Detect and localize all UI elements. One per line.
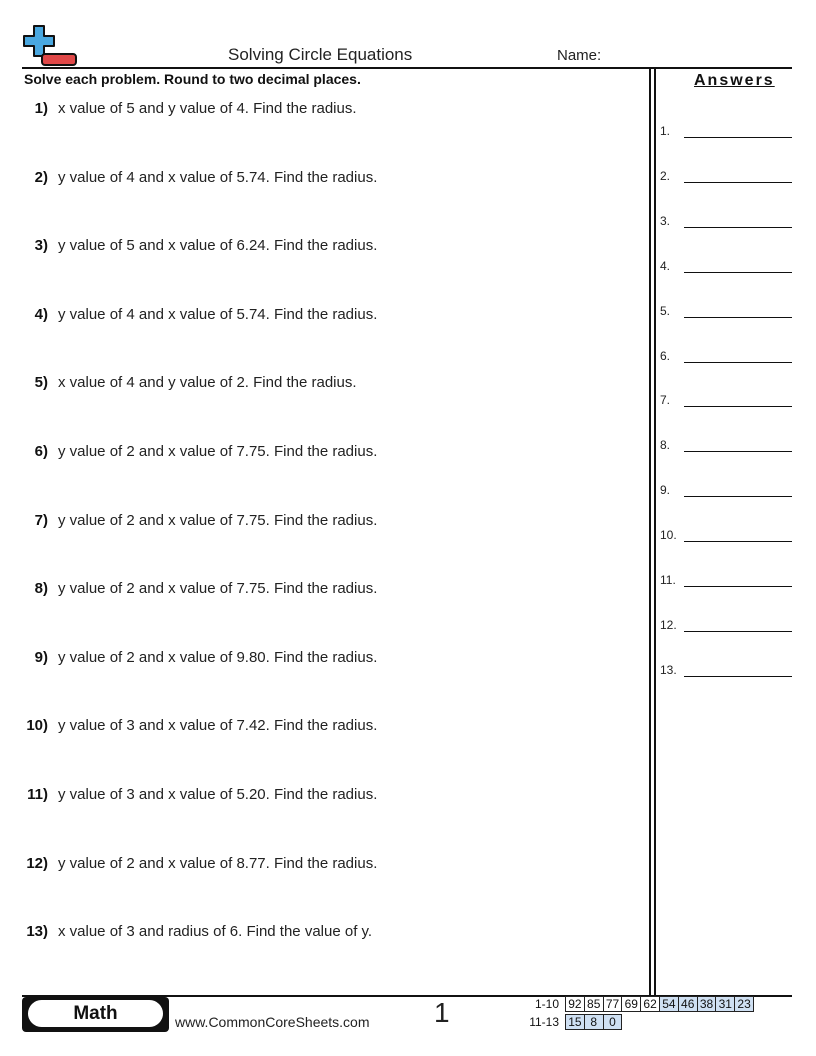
- problem-item: [22, 923, 372, 945]
- problem-text: y value of 2 and x value of 8.77. Find the radius.: [58, 855, 378, 872]
- problem-text: y value of 5 and x value of 6.24. Find the radius.: [58, 237, 378, 254]
- problem-text: x value of 3 and radius of 6. Find the value of y.: [58, 923, 373, 940]
- answer-line: [684, 676, 792, 677]
- instructions: Solve each problem. Round to two decimal places.: [24, 71, 361, 87]
- problem-text: y value of 3 and x value of 5.20. Find the radius.: [58, 786, 378, 803]
- answer-blank[interactable]: [660, 528, 792, 548]
- answer-number: 6.: [660, 349, 671, 363]
- problem-number: 9): [34, 649, 48, 666]
- score-cell: 0: [603, 1014, 623, 1030]
- problem-text: y value of 4 and x value of 5.74. Find the radius.: [58, 306, 378, 323]
- answer-blank[interactable]: [660, 169, 792, 189]
- score-cell: 8: [584, 1014, 604, 1030]
- problem-item: [22, 443, 377, 465]
- score-cell: 15: [565, 1014, 585, 1030]
- problem-item: [22, 100, 357, 122]
- worksheet-title: Solving Circle Equations: [228, 45, 413, 64]
- answer-line: [684, 451, 792, 452]
- score-cell: 62: [640, 996, 660, 1012]
- problem-item: [22, 717, 377, 739]
- answer-line: [684, 362, 792, 363]
- answer-blank[interactable]: [660, 483, 792, 503]
- answer-column-divider: [649, 68, 651, 996]
- subject-badge: [22, 997, 169, 1032]
- answer-line: [684, 631, 792, 632]
- problem-item: [22, 512, 377, 534]
- problem-item: [22, 649, 377, 671]
- problem-item: [22, 169, 377, 191]
- answer-line: [684, 317, 792, 318]
- score-cell: 38: [697, 996, 717, 1012]
- score-cell: 54: [659, 996, 679, 1012]
- problem-text: y value of 2 and x value of 9.80. Find the radius.: [58, 649, 378, 666]
- website-url: www.CommonCoreSheets.com: [175, 1014, 370, 1030]
- answer-blank[interactable]: [660, 214, 792, 234]
- score-cell: 77: [603, 996, 623, 1012]
- problem-item: [22, 237, 377, 259]
- problem-number: 2): [34, 169, 48, 186]
- score-cell: 46: [678, 996, 698, 1012]
- score-cell: 23: [734, 996, 754, 1012]
- problem-item: [22, 306, 377, 328]
- name-label: Name:: [557, 47, 602, 64]
- answer-number: 3.: [660, 214, 671, 228]
- subject-label: Math: [28, 1000, 163, 1027]
- answer-column-divider: [654, 68, 656, 996]
- answer-number: 10.: [660, 528, 677, 542]
- score-row-label: 1-10: [534, 997, 559, 1011]
- answer-line: [684, 227, 792, 228]
- answer-number: 12.: [660, 618, 677, 632]
- answer-blank[interactable]: [660, 124, 792, 144]
- answer-blank[interactable]: [660, 663, 792, 683]
- answer-line: [684, 182, 792, 183]
- answer-line: [684, 496, 792, 497]
- answer-number: 9.: [660, 483, 671, 497]
- score-cell: 69: [621, 996, 641, 1012]
- answers-heading: Answers: [694, 72, 775, 89]
- score-cell: 85: [584, 996, 604, 1012]
- problem-number: 4): [34, 306, 48, 323]
- problem-number: 12): [26, 855, 48, 872]
- problem-item: [22, 580, 377, 602]
- problem-item: [22, 786, 377, 808]
- problem-text: y value of 2 and x value of 7.75. Find the radius.: [58, 580, 378, 597]
- answer-number: 2.: [660, 169, 671, 183]
- score-row-label: 11-13: [529, 1015, 559, 1029]
- problem-text: y value of 2 and x value of 7.75. Find the radius.: [58, 512, 378, 529]
- answer-blank[interactable]: [660, 438, 792, 458]
- answer-number: 5.: [660, 304, 671, 318]
- answer-number: 7.: [660, 393, 671, 407]
- answer-number: 1.: [660, 124, 671, 138]
- problem-text: y value of 2 and x value of 7.75. Find the radius.: [58, 443, 378, 460]
- problem-number: 3): [34, 237, 48, 254]
- answer-line: [684, 586, 792, 587]
- answer-blank[interactable]: [660, 618, 792, 638]
- problem-text: y value of 3 and x value of 7.42. Find the radius.: [58, 717, 378, 734]
- problem-text: x value of 5 and y value of 4. Find the radius.: [58, 100, 357, 117]
- score-cell: 92: [565, 996, 585, 1012]
- answer-blank[interactable]: [660, 304, 792, 324]
- score-cell: 31: [715, 996, 735, 1012]
- problem-item: [22, 374, 357, 396]
- problem-number: 8): [34, 580, 48, 597]
- problem-number: 13): [26, 923, 48, 940]
- answer-number: 8.: [660, 438, 671, 452]
- answer-blank[interactable]: [660, 349, 792, 369]
- problem-number: 10): [26, 717, 48, 734]
- answer-blank[interactable]: [660, 573, 792, 593]
- answer-line: [684, 272, 792, 273]
- answer-line: [684, 137, 792, 138]
- answer-line: [684, 541, 792, 542]
- problem-number: 6): [34, 443, 48, 460]
- answer-blank[interactable]: [660, 259, 792, 279]
- answer-number: 13.: [660, 663, 677, 677]
- answer-blank[interactable]: [660, 393, 792, 413]
- answer-line: [684, 406, 792, 407]
- plus-minus-logo-icon: [22, 24, 80, 68]
- header-divider: [22, 67, 792, 69]
- problem-number: 11): [27, 786, 48, 803]
- problem-number: 7): [34, 512, 48, 529]
- problem-number: 1): [34, 100, 48, 117]
- problem-item: [22, 855, 377, 877]
- answer-number: 11.: [660, 573, 676, 587]
- problem-text: y value of 4 and x value of 5.74. Find the radius.: [58, 169, 378, 186]
- answer-number: 4.: [660, 259, 671, 273]
- problem-number: 5): [34, 374, 48, 391]
- problem-text: x value of 4 and y value of 2. Find the radius.: [58, 374, 357, 391]
- page-number: 1: [434, 997, 450, 1028]
